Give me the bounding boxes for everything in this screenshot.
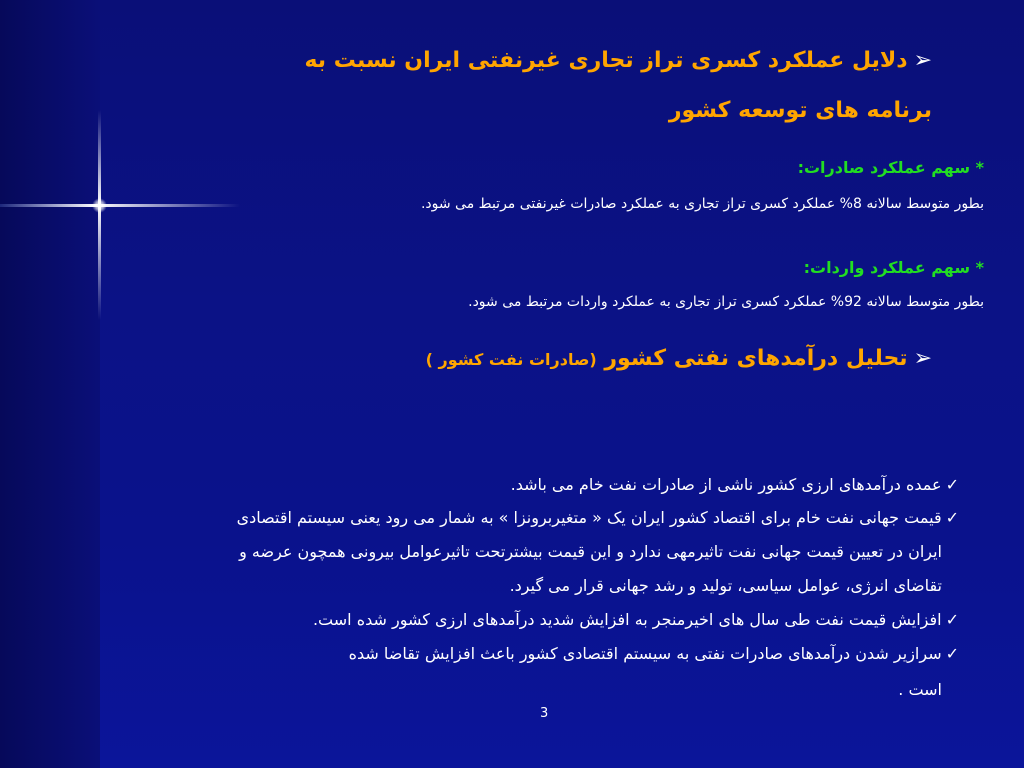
exports-share-title: * سهم عملکرد صادرات: — [797, 158, 984, 177]
imports-share-text: بطور متوسط سالانه 92% عملکرد کسری تراز تجاری به عملکرد واردات مرتبط می شود. — [468, 294, 984, 310]
list-item — [349, 644, 959, 663]
list-item-continuation: است . — [898, 680, 942, 699]
check-icon: ✓ — [945, 610, 959, 629]
list-item — [313, 610, 959, 629]
list-item-continuation: ایران در تعیین قیمت جهانی نفت تاثیرمهی ندارد و این قیمت بیشترتحت تاثیرعوامل بیرونی همچون عرضه و — [239, 542, 942, 561]
check-icon: ✓ — [945, 644, 959, 663]
list-item-text: افزایش قیمت نفت طی سال های اخیرمنجر به افزایش شدید درآمدهای ارزی کشور شده است. — [312, 610, 942, 629]
list-item-text: قیمت جهانی نفت خام برای اقتصاد کشور ایران یک « متغیربرونزا » به شمار می رود یعنی سیستم اقتصادی — [236, 508, 942, 527]
arrow-bullet-icon: ➢ — [913, 346, 932, 371]
star-flare-icon — [92, 198, 107, 213]
left-decor-band — [0, 0, 100, 768]
star-flare-horizontal — [0, 204, 240, 207]
heading-1-text-1: دلایل عملکرد کسری تراز تجاری غیرنفتی ایران نسبت به — [304, 48, 908, 73]
list-item-text: عمده درآمدهای ارزی کشور ناشی از صادرات نفت خام می باشد. — [510, 475, 942, 494]
check-icon: ✓ — [945, 475, 959, 494]
exports-share-text: بطور متوسط سالانه 8% عملکرد کسری تراز تجاری به عملکرد صادرات غیرنفتی مرتبط می شود. — [420, 196, 984, 212]
list-item — [237, 508, 959, 527]
list-item-text: سرازیر شدن درآمدهای صادرات نفتی به سیستم اقتصادی کشور باعث افزایش تقاضا شده — [348, 644, 942, 663]
page-number: 3 — [540, 706, 549, 721]
star-flare-vertical — [98, 110, 101, 320]
heading-2-paren: (صادرات نفت کشور ) — [425, 350, 597, 369]
list-item — [511, 475, 959, 494]
heading-1-line-2: برنامه های توسعه کشور — [668, 98, 932, 123]
check-icon: ✓ — [945, 508, 959, 527]
list-item-continuation: تقاضای انرژی، عوامل سیاسی، تولید و رشد جهانی قرار می گیرد. — [509, 576, 942, 595]
imports-share-title: * سهم عملکرد واردات: — [803, 258, 984, 277]
heading-2 — [426, 346, 932, 371]
heading-2-main: تحلیل درآمدهای نفتی کشور — [604, 346, 908, 371]
arrow-bullet-icon: ➢ — [913, 48, 932, 73]
heading-1-line-1 — [304, 48, 932, 73]
